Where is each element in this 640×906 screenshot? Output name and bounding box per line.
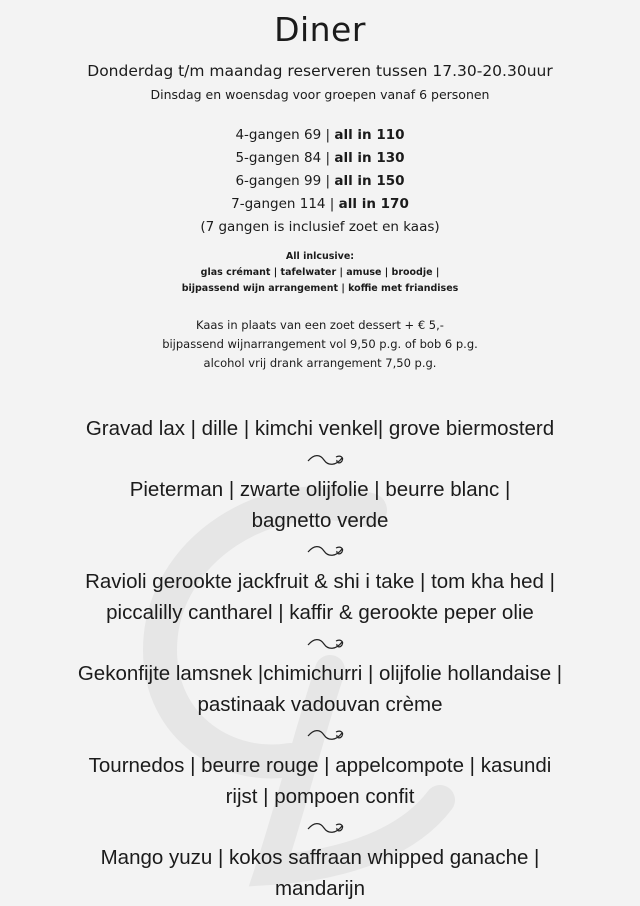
price-row: 6-gangen 99 | all in 150 (235, 173, 405, 189)
price-list (0, 124, 640, 239)
dish-3 (40, 566, 600, 628)
dish-1 (40, 413, 600, 444)
dish-line: pastinaak vadouvan crème (197, 693, 443, 716)
dish-6 (40, 842, 600, 904)
extras-block (0, 316, 640, 373)
all-inclusive-block (0, 249, 640, 297)
all-inclusive-line: glas crémant | tafelwater | amuse | broodje | (200, 267, 440, 278)
dish-4 (40, 658, 600, 720)
swirl-divider-icon (306, 452, 346, 468)
dish-2 (40, 474, 600, 536)
dish-5 (40, 750, 600, 812)
dish-line: Tournedos | beurre rouge | appelcompote | kasundi (88, 754, 552, 777)
extra-line: alcohol vrij drank arrangement 7,50 p.g. (203, 356, 437, 370)
dish-line: Gravad lax | dille | kimchi venkel| grove biermosterd (85, 417, 555, 440)
dish-line: Gekonfijte lamsnek |chimichurri | olijfolie hollandaise | (77, 662, 563, 685)
dish-line: Ravioli gerookte jackfruit & shi i take | tom kha hed | (85, 570, 555, 593)
dish-line: rijst | pompoen confit (225, 785, 415, 808)
page-title: Diner (274, 10, 366, 49)
dish-line: Mango yuzu | kokos saffraan whipped ganache | (100, 846, 540, 869)
price-row: 5-gangen 84 | all in 130 (235, 150, 405, 166)
all-inclusive-line: bijpassend wijn arrangement | koffie met friandises (181, 283, 459, 294)
group-info: Dinsdag en woensdag voor groepen vanaf 6 personen (150, 87, 490, 102)
dish-line: bagnetto verde (251, 509, 389, 532)
swirl-divider-icon (306, 820, 346, 836)
swirl-divider-icon (306, 727, 346, 743)
dish-line: mandarijn (274, 877, 366, 900)
dish-line: piccalilly cantharel | kaffir & gerookte peper olie (106, 601, 534, 624)
reservation-info: Donderdag t/m maandag reserveren tussen 17.30-20.30uur (87, 62, 553, 80)
price-row: 4-gangen 69 | all in 110 (235, 127, 405, 143)
extra-line: Kaas in plaats van een zoet dessert + € 5,- (196, 318, 444, 332)
all-inclusive-heading: All inlcusive: (285, 251, 355, 262)
price-note: (7 gangen is inclusief zoet en kaas) (200, 219, 440, 235)
swirl-divider-icon (306, 543, 346, 559)
extra-line: bijpassend wijnarrangement vol 9,50 p.g. of bob 6 p.g. (162, 337, 478, 351)
dish-line: Pieterman | zwarte olijfolie | beurre blanc | (129, 478, 511, 501)
swirl-divider-icon (306, 636, 346, 652)
price-row: 7-gangen 114 | all in 170 (231, 196, 409, 212)
